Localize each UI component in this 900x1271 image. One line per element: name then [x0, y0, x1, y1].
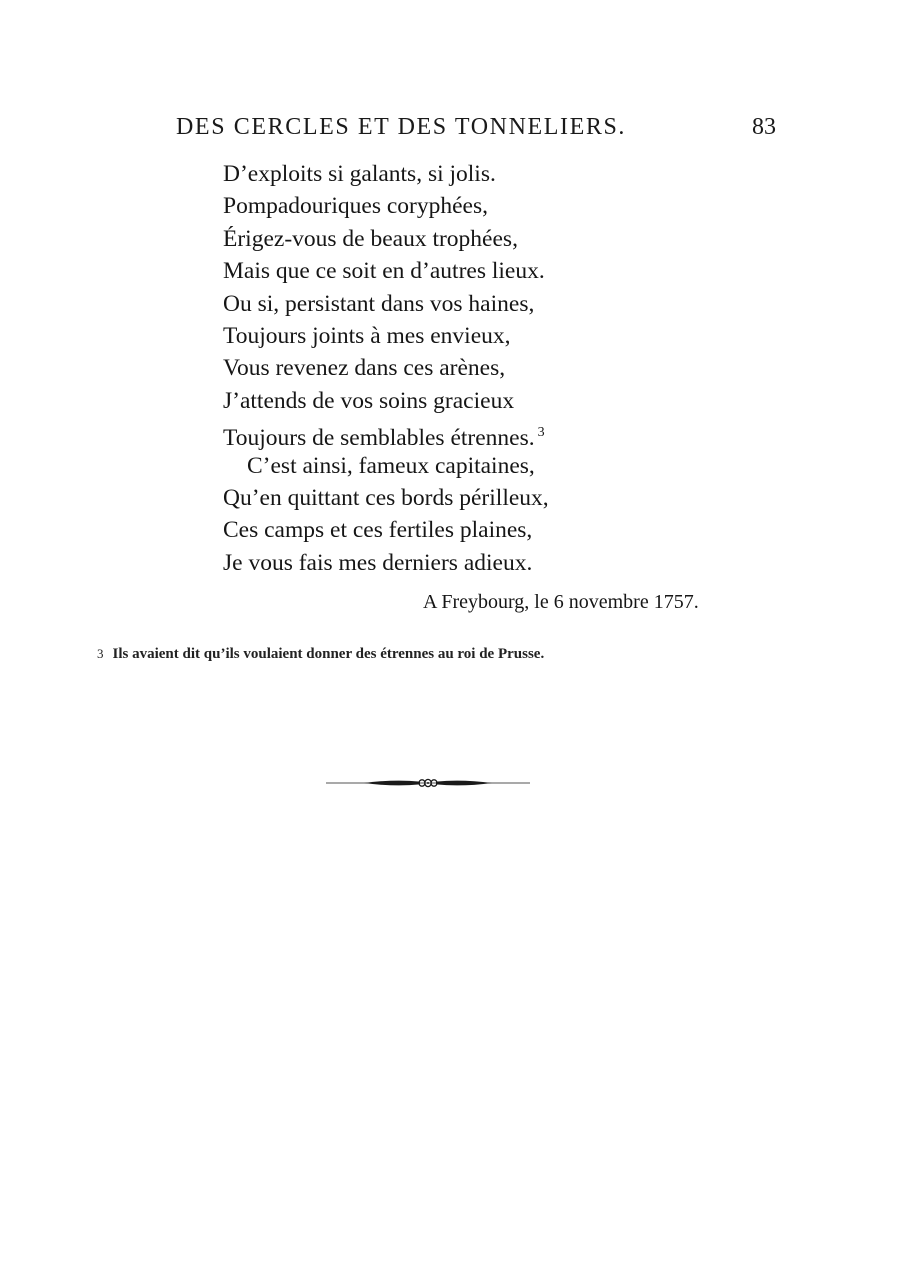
poem-line-text: J’attends de vos soins gracieux	[223, 387, 515, 414]
poem-line-text: Érigez-vous de beaux trophées,	[223, 225, 518, 252]
footnote-text: Ils avaient dit qu’ils voulaient donner des étrennes au roi de Prusse.	[112, 646, 545, 662]
running-title: DES CERCLES ET DES TONNELIERS.	[176, 114, 627, 140]
footnote-reference: 3	[537, 425, 545, 441]
poem-line	[223, 352, 783, 384]
poem-line	[223, 482, 783, 514]
poem-line-text: Vous revenez dans ces arènes,	[223, 355, 506, 382]
page-number: 83	[752, 114, 776, 140]
poem-text	[223, 158, 783, 579]
poem-line	[223, 288, 783, 320]
poem-line	[223, 514, 783, 546]
poem-line-text: Toujours de semblables étrennes.	[223, 425, 535, 452]
poem-line-text: Ou si, persistant dans vos haines,	[223, 290, 535, 317]
footnote-number: 3	[97, 646, 104, 661]
poem-line	[223, 385, 783, 417]
poem-line-text: Qu’en quittant ces bords périlleux,	[223, 484, 549, 511]
footnote	[97, 646, 544, 663]
poem-line-text: C’est ainsi, fameux capitaines,	[247, 452, 535, 479]
poem-line-text: Je vous fais mes derniers adieux.	[223, 549, 533, 576]
poem-line-text: Toujours joints à mes envieux,	[223, 322, 511, 349]
poem-line	[223, 255, 783, 287]
poem-line	[223, 450, 783, 482]
poem-line-text: Pompadouriques coryphées,	[223, 193, 488, 220]
poem-line	[223, 223, 783, 255]
poem-line	[223, 320, 783, 352]
poem-line	[223, 158, 783, 190]
poem-line	[223, 417, 783, 452]
poem-line	[223, 190, 783, 222]
poem-line-text: Mais que ce soit en d’autres lieux.	[223, 258, 545, 285]
running-head	[176, 114, 776, 148]
poem-line-text: Ces camps et ces fertiles plaines,	[223, 517, 533, 544]
signature-dateline: A Freybourg, le 6 novembre 1757.	[423, 591, 699, 613]
poem-line-text: D’exploits si galants, si jolis.	[223, 161, 496, 187]
poem-line	[223, 547, 783, 579]
tailpiece-ornament-icon	[324, 772, 532, 794]
